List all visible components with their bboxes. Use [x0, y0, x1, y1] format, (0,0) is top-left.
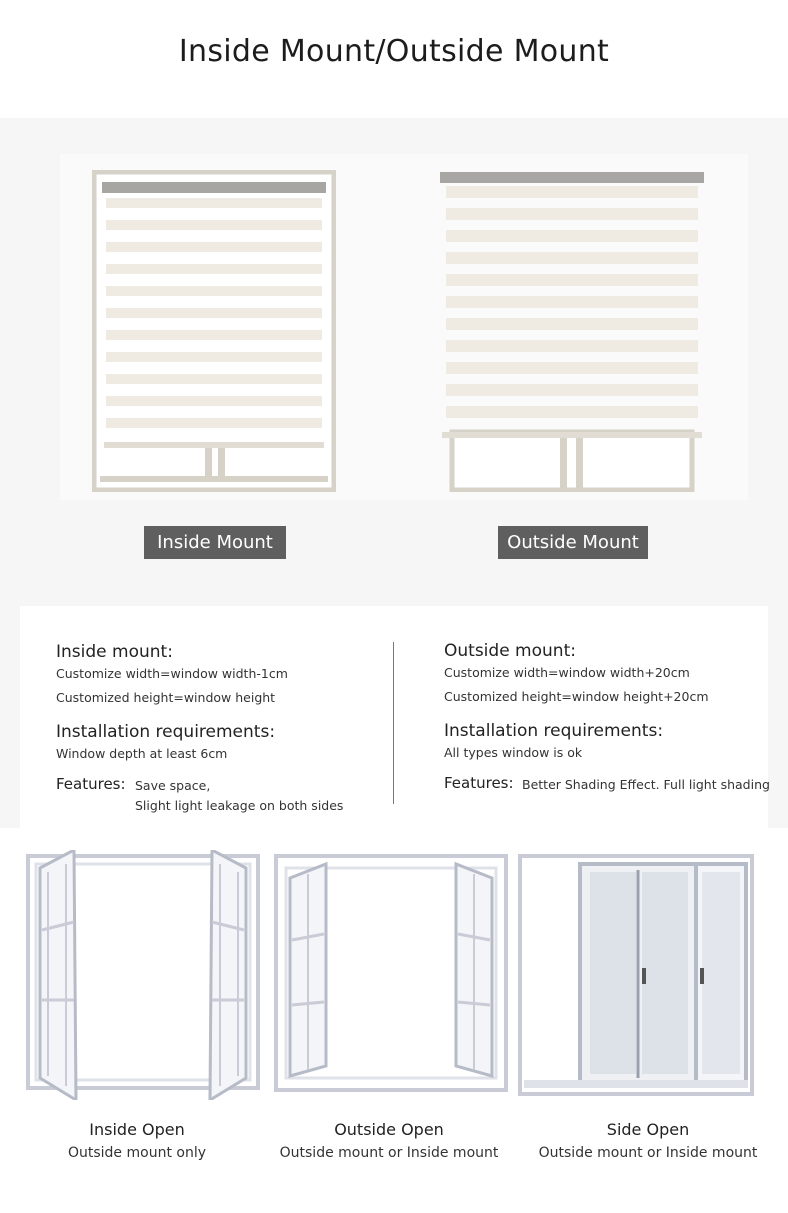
outside-heading: Outside mount: [444, 641, 576, 661]
outside-mount-badge: Outside Mount [498, 526, 648, 559]
mount-info-box [20, 606, 768, 828]
outside-open-window-illustration [274, 850, 510, 1100]
side-open-window-illustration [518, 850, 756, 1100]
inside-req: Window depth at least 6cm [56, 746, 228, 761]
outside-features-1: Better Shading Effect. Full light shading [522, 777, 770, 792]
page-title: Inside Mount/Outside Mount [178, 34, 610, 69]
outside-blind [446, 186, 698, 418]
window-type-name-outside-open: Outside Open [334, 1120, 444, 1139]
window-type-note-inside-open: Outside mount only [67, 1145, 207, 1161]
inside-req-heading: Installation requirements: [56, 722, 276, 742]
inside-mount-badge: Inside Mount [144, 526, 286, 559]
window-type-name-inside-open: Inside Open [89, 1120, 185, 1139]
info-divider [393, 642, 394, 804]
outside-req-heading: Installation requirements: [444, 721, 664, 741]
inside-features-label: Features: [56, 775, 126, 793]
inside-features-1: Save space, [135, 778, 211, 793]
outside-features-label: Features: [444, 774, 514, 792]
window-type-note-side-open: Outside mount or Inside mount [538, 1145, 758, 1161]
inside-features-2: Slight light leakage on both sides [135, 798, 344, 813]
inside-open-window-illustration [26, 850, 260, 1100]
inside-mount-illustration [92, 170, 336, 492]
inside-heading: Inside mount: [56, 642, 173, 662]
inside-height: Customized height=window height [56, 690, 276, 705]
window-type-name-side-open: Side Open [606, 1120, 690, 1139]
inside-width: Customize width=window width-1cm [56, 666, 288, 681]
outside-width: Customize width=window width+20cm [444, 665, 690, 680]
window-type-note-outside-open: Outside mount or Inside mount [279, 1145, 499, 1161]
outside-height: Customized height=window height+20cm [444, 689, 709, 704]
outside-mount-illustration [438, 170, 706, 492]
outside-req: All types window is ok [444, 745, 583, 760]
